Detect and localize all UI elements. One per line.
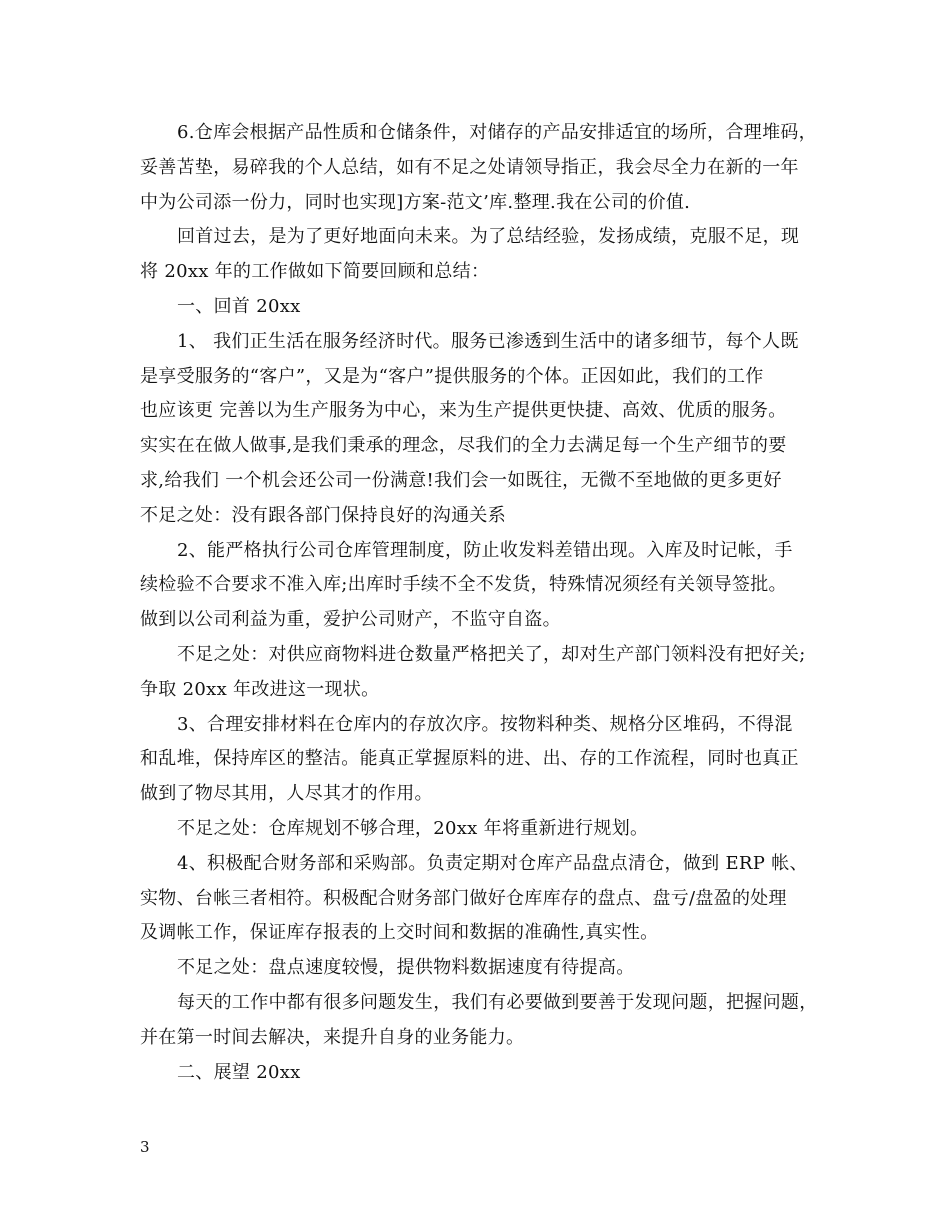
text-line: 争取 20xx 年改进这一现状。 (140, 678, 380, 700)
text-line: 并在第一时间去解决，来提升自身的业务能力。 (140, 1026, 525, 1048)
text-line: 回首过去，是为了更好地面向未来。为了总结经验，发扬成绩，克服不足，现 (177, 226, 800, 248)
text-line: 3、合理安排材料在仓库内的存放次序。按物料种类、规格分区堆码，不得混 (177, 713, 793, 735)
text-line: 实实在在做人做事,是我们秉承的理念，尽我们的全力去满足每一个生产细节的要 (140, 435, 787, 457)
text-line: 是享受服务的“客户”，又是为“客户”提供服务的个体。正因如此，我们的工作 (140, 365, 764, 387)
text-line: 妥善苫垫，易碎我的个人总结，如有不足之处请领导指正，我会尽全力在新的一年 (140, 156, 799, 178)
text-line: 不足之处：对供应商物料进仓数量严格把关了，却对生产部门领料没有把好关; (177, 643, 806, 665)
text-line: 2、能严格执行公司仓库管理制度，防止收发料差错出现。入库及时记帐，手 (177, 539, 793, 561)
text-line: 4、积极配合财务部和采购部。负责定期对仓库产品盘点清仓，做到 ERP 帐、 (177, 852, 808, 874)
text-line: 将 20xx 年的工作做如下简要回顾和总结： (140, 261, 490, 283)
text-line: 不足之处：仓库规划不够合理，20xx 年将重新进行规划。 (177, 817, 649, 839)
text-line: 中为公司添一份力，同时也实现]方案-范文’库.整理.我在公司的价值. (140, 191, 691, 213)
text-line: 也应该更 完善以为生产服务为中心，来为生产提供更快捷、高效、优质的服务。 (140, 400, 787, 422)
text-line: 不足之处：盘点速度较慢，提供物料数据速度有待提高。 (177, 957, 635, 979)
section-heading: 二、展望 20xx (177, 1061, 301, 1083)
text-line: 6.仓库会根据产品性质和仓储条件，对储存的产品安排适宜的场所，合理堆码， (177, 122, 817, 143)
text-line: 每天的工作中都有很多问题发生，我们有必要做到要善于发现问题，把握问题， (177, 991, 818, 1013)
document-body (140, 116, 830, 1090)
text-line: 不足之处：没有跟各部门保持良好的沟通关系 (140, 504, 506, 526)
text-line: 1、 我们正生活在服务经济时代。服务已渗透到生活中的诸多细节，每个人既 (177, 330, 799, 352)
section-heading: 一、回首 20xx (177, 295, 301, 317)
text-line: 求,给我们 一个机会还公司一份满意!我们会一如既往，无微不至地做的更多更好 (140, 469, 782, 491)
text-line: 续检验不合要求不准入库;出库时手续不全不发货，特殊情况须经有关领导签批。 (140, 574, 787, 596)
text-line: 做到了物尽其用，人尽其才的作用。 (140, 783, 433, 805)
text-line: 实物、台帐三者相符。积极配合财务部门做好仓库库存的盘点、盘亏/盘盈的处理 (140, 887, 787, 909)
text-line: 和乱堆，保持库区的整洁。能真正掌握原料的进、出、存的工作流程，同时也真正 (140, 748, 799, 770)
text-line: 做到以公司利益为重，爱护公司财产，不监守自盗。 (140, 609, 561, 631)
text-line: 及调帐工作，保证库存报表的上交时间和数据的准确性,真实性。 (140, 922, 659, 944)
page-number: 3 (140, 1138, 150, 1156)
